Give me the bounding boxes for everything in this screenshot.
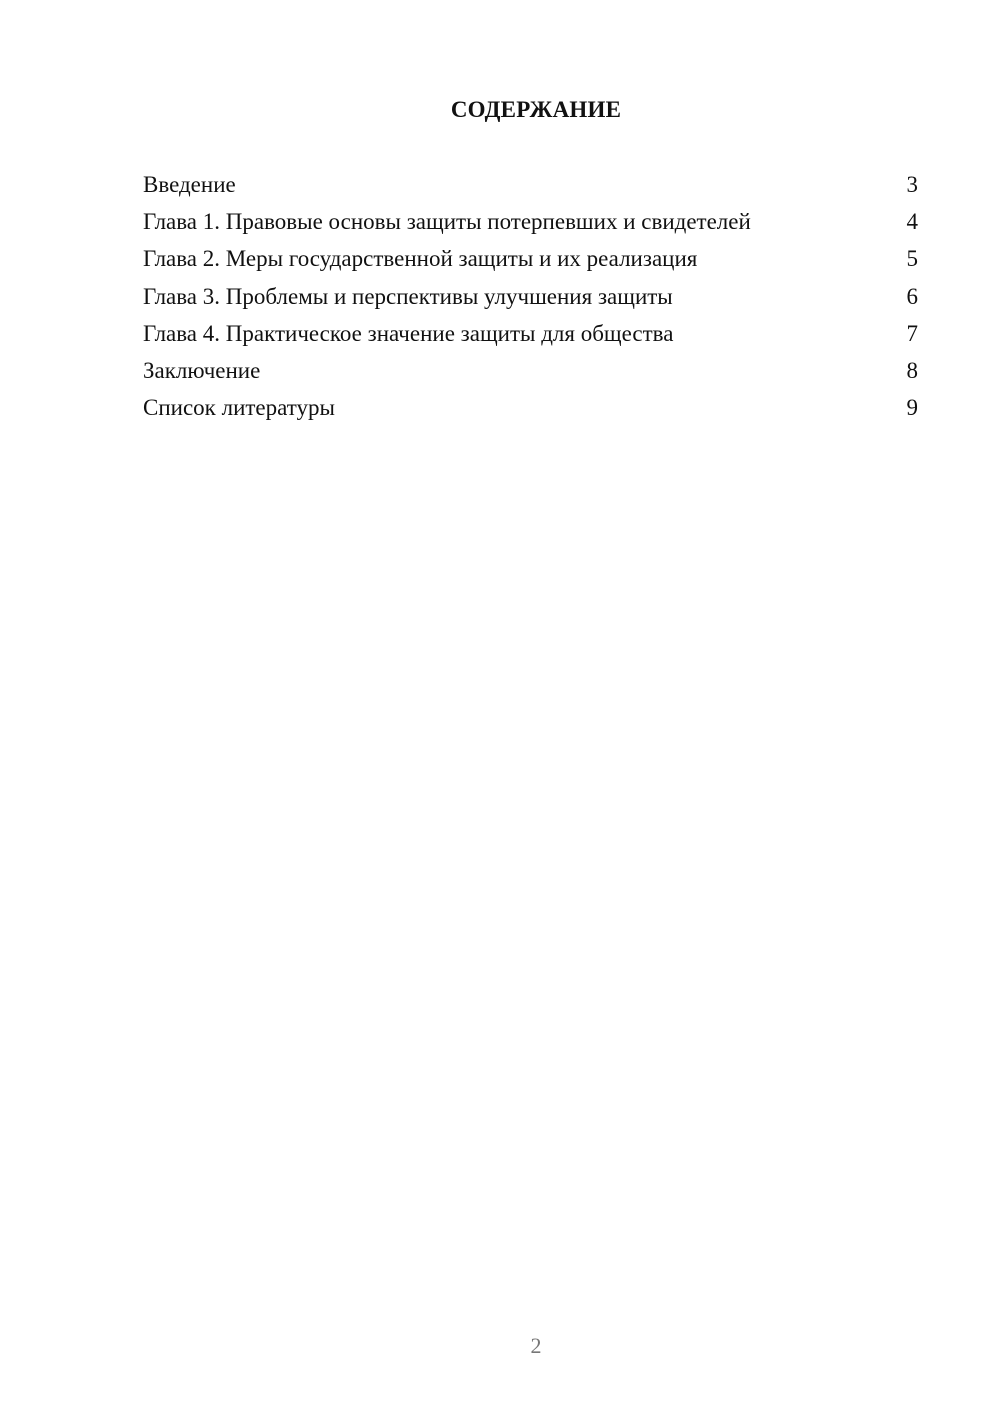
toc-title: СОДЕРЖАНИЕ: [450, 97, 622, 122]
toc-entry-page: 6: [906, 283, 918, 309]
toc-entry-chapter-1: [143, 207, 918, 244]
toc-entry-label: Глава 4. Практическое значение защиты для общества: [143, 320, 674, 346]
toc-entry-label: Список литературы: [143, 395, 335, 421]
toc-entry-references: [143, 393, 918, 430]
toc-entry-label: Введение: [143, 172, 236, 197]
toc-entry-page: 3: [906, 172, 918, 197]
page-number: 2: [530, 1333, 542, 1358]
toc-entry-page: 7: [906, 320, 918, 346]
toc-entry-chapter-2: [143, 244, 918, 281]
toc-entry-label: Глава 3. Проблемы и перспективы улучшения защиты: [143, 283, 673, 309]
table-of-contents: [143, 170, 918, 430]
toc-entry-page: 5: [906, 246, 918, 272]
toc-entry-page: 8: [906, 357, 918, 383]
toc-entry-conclusion: [143, 356, 918, 393]
toc-entry-introduction: [143, 170, 918, 207]
toc-entry-page: 4: [906, 209, 918, 235]
toc-entry-label: Глава 2. Меры государственной защиты и их реализация: [143, 246, 698, 272]
toc-entry-chapter-3: [143, 282, 918, 319]
toc-entry-label: Заключение: [143, 357, 261, 383]
toc-entry-chapter-4: [143, 319, 918, 356]
toc-entry-page: 9: [906, 395, 918, 421]
toc-entry-label: Глава 1. Правовые основы защиты потерпевших и свидетелей: [143, 209, 751, 235]
